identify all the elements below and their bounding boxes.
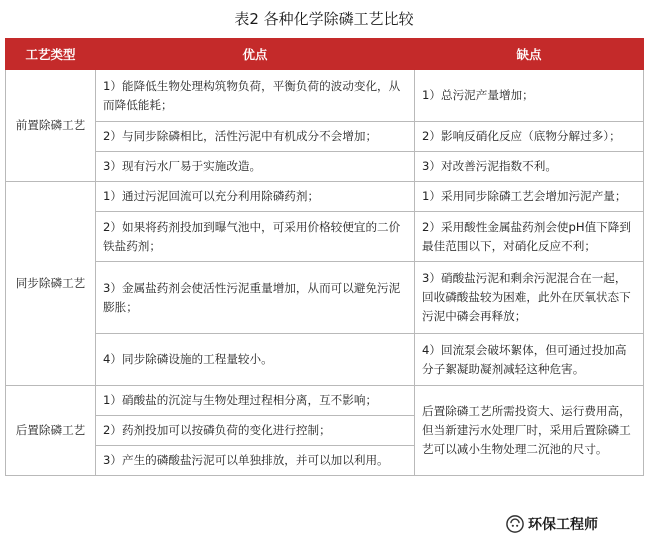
table-row: [6, 152, 644, 182]
advantage-cell: 1）能降低生物处理构筑物负荷，平衡负荷的波动变化，从而降低能耗；: [96, 70, 415, 122]
table-row: [6, 212, 644, 262]
table-row: [6, 122, 644, 152]
header-advantages: 优点: [96, 39, 415, 70]
disadvantage-cell: 3）对改善污泥指数不利。: [415, 152, 644, 182]
comparison-table: [5, 38, 644, 476]
advantage-cell: 3）产生的磷酸盐污泥可以单独排放，并可以加以利用。: [96, 446, 415, 476]
process-type-cell: 前置除磷工艺: [6, 70, 96, 182]
disadvantage-cell: 2）影响反硝化反应（底物分解过多）；: [415, 122, 644, 152]
advantage-cell: 3）金属盐药剂会使活性污泥重量增加，从而可以避免污泥膨胀；: [96, 262, 415, 334]
table-title: 表2 各种化学除磷工艺比较: [234, 10, 414, 28]
table-row: [6, 386, 644, 416]
table-row: [6, 70, 644, 122]
wechat-icon: [506, 515, 524, 533]
disadvantage-cell: 1）总污泥产量增加；: [415, 70, 644, 122]
table-row: [6, 262, 644, 334]
advantage-cell: 4）同步除磷设施的工程量较小。: [96, 334, 415, 386]
header-process-type: 工艺类型: [6, 39, 96, 70]
advantage-cell: 3）现有污水厂易于实施改造。: [96, 152, 415, 182]
advantage-cell: 1）硝酸盐的沉淀与生物处理过程相分离，互不影响；: [96, 386, 415, 416]
advantage-cell: 2）如果将药剂投加到曝气池中，可采用价格较便宜的二价铁盐药剂；: [96, 212, 415, 262]
disadvantage-cell: 4）回流泵会破坏絮体，但可通过投加高分子絮凝助凝剂减轻这种危害。: [415, 334, 644, 386]
table-header-row: [6, 39, 644, 70]
disadvantage-cell: 后置除磷工艺所需投资大、运行费用高，但当新建污水处理厂时，采用后置除磷工艺可以减小生物处理二沉池的尺寸。: [415, 386, 644, 476]
advantage-cell: 2）药剂投加可以按磷负荷的变化进行控制；: [96, 416, 415, 446]
table-row: [6, 334, 644, 386]
disadvantage-cell: 1）采用同步除磷工艺会增加污泥产量；: [415, 182, 644, 212]
watermark-text: 环保工程师: [528, 517, 598, 533]
disadvantage-cell: 3）硝酸盐污泥和剩余污泥混合在一起，回收磷酸盐较为困难，此外在厌氧状态下污泥中磷会再释放；: [415, 262, 644, 334]
process-type-cell: 同步除磷工艺: [6, 182, 96, 386]
advantage-cell: 1）通过污泥回流可以充分利用除磷药剂；: [96, 182, 415, 212]
table-row: [6, 182, 644, 212]
header-disadvantages: 缺点: [415, 39, 644, 70]
process-type-cell: 后置除磷工艺: [6, 386, 96, 476]
advantage-cell: 2）与同步除磷相比，活性污泥中有机成分不会增加；: [96, 122, 415, 152]
watermark: [504, 514, 600, 534]
disadvantage-cell: 2）采用酸性金属盐药剂会使pH值下降到最佳范围以下，对硝化反应不利；: [415, 212, 644, 262]
